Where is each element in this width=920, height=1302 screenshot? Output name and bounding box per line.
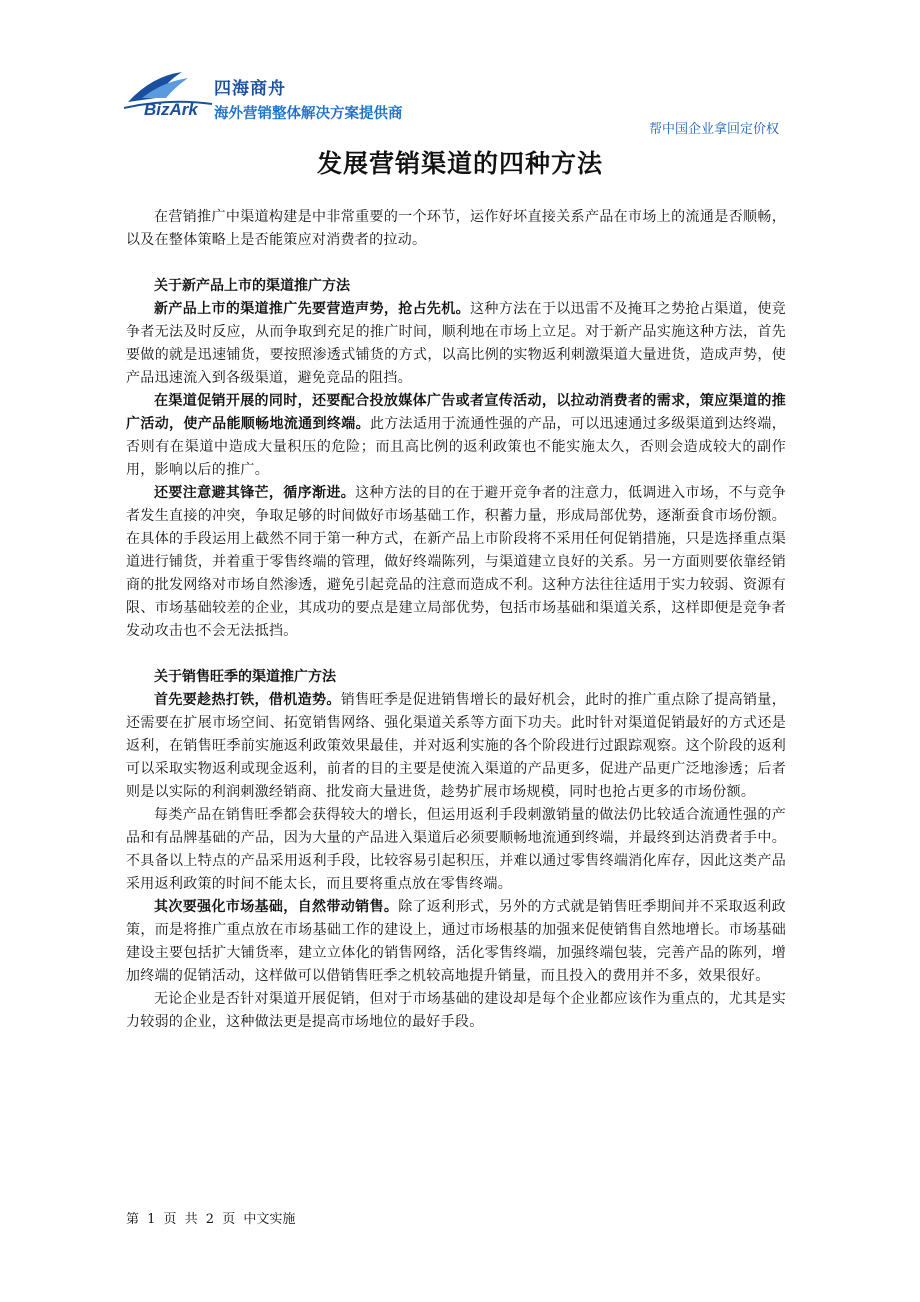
paragraph-text: 这种方法的目的在于避开竞争者的注意力，低调进入市场，不与竞争者发生直接的冲突，争取足够的时间做好市场基础工作，积蓄力量，形成局部优势，逐渐蚕食市场份额。在具体的手段运用上截然不同于第一种方式，在新产品上市阶段将不采用任何促销措施，只是选择重点渠道进行铺货，并着重于零售终端的管理，做好终端陈列，与渠道建立良好的关系。另一方面则要依靠经销商的批发网络对市场自然渗透，避免引起竞品的注意而造成不利。这种方法往往适用于实力较弱、资源有限、市场基础较差的企业，其成功的要点是建立局部优势，包括市场基础和渠道关系，这样即便是竞争者发动攻击也不会无法抵挡。	[126, 485, 787, 639]
paragraph-text: 除了返利形式，另外的方式就是销售旺季期间并不采取返利政策，而是将推广重点放在市场基础工作的建设上，通过市场根基的加强来促使销售自然地增长。市场基础建设主要包括扩大铺货率，建立立体化的销售网络，活化零售终端，加强终端包装，完善产品的陈列，增加终端的促销活动，这样做可以借销售旺季之机较高地提升销量，而且投入的费用并不多，效果很好。	[126, 899, 786, 984]
page-footer: 第 1 页 共 2 页 中文实施	[126, 1212, 296, 1227]
paragraph-lead: 首先要趁热打铁，借机造势。	[154, 692, 341, 708]
paragraph	[126, 298, 786, 390]
paragraph-lead: 还要注意避其锋芒，循序渐进。	[154, 485, 356, 501]
section-heading: 关于销售旺季的渠道推广方法	[154, 669, 336, 685]
logo-tagline: 海外营销整体解决方案提供商	[214, 106, 403, 122]
paragraph-text: 此方法适用于流通性强的产品，可以迅速通过多级渠道到达终端，否则有在渠道中造成大量积压的危险；而且高比例的返利政策也不能实施太久，否则会造成较大的副作用，影响以后的推广。	[126, 416, 786, 478]
article-body	[126, 206, 786, 1034]
paragraph-text: 这种方法在于以迅雷不及掩耳之势抢占渠道，使竞争者无法及时反应，从而争取到充足的推广时间，顺利地在市场上立足。对于新产品实施这种方法，首先要做的就是迅速铺货，要按照渗透式铺货的方式，以高比例的实物返利刺激渠道大量进货，造成声势，使产品迅速流入到各级渠道，避免竞品的阻挡。	[126, 301, 786, 386]
logo-chinese-name: 四海商舟	[214, 79, 286, 99]
paragraph	[126, 390, 786, 482]
header-slogan: 帮中国企业拿回定价权	[648, 122, 779, 137]
paragraph: 无论企业是否针对渠道开展促销，但对于市场基础的建设却是每个企业都应该作为重点的，尤其是实力较弱的企业，这种做法更是提高市场地位的最好手段。	[126, 991, 786, 1030]
bizark-logo	[122, 68, 462, 130]
paragraph-lead: 新产品上市的渠道推广先要营造声势，抢占先机。	[154, 301, 471, 317]
paragraph	[126, 689, 786, 804]
paragraph: 每类产品在销售旺季都会获得较大的增长，但运用返利手段刺激销量的做法仍比较适合流通性强的产品和有品牌基础的产品，因为大量的产品进入渠道后必须要顺畅地流通到终端，并最终到达消费者手中。不具备以上特点的产品采用返利手段，比较容易引起积压，并难以通过零售终端消化库存，因此这类产品采用返利政策的时间不能太长，而且要将重点放在零售终端。	[126, 807, 786, 892]
paragraph-text: 销售旺季是促进销售增长的最好机会，此时的推广重点除了提高销量，还需要在扩展市场空间、拓宽销售网络、强化渠道关系等方面下功夫。此时针对渠道促销最好的方式还是返利，在销售旺季前实施返利政策效果最佳，并对返利实施的各个阶段进行过跟踪观察。这个阶段的返利可以采取实物返利或现金返利，前者的目的主要是使流入渠道的产品更多，促进产品更广泛地渗透；后者则是以实际的利润刺激经销商、批发商大量进货，趁势扩展市场规模，同时也抢占更多的市场份额。	[126, 692, 786, 800]
paragraph-lead: 其次要强化市场基础，自然带动销售。	[154, 899, 399, 915]
intro-paragraph: 在营销推广中渠道构建是中非常重要的一个环节，运作好坏直接关系产品在市场上的流通是否顺畅，以及在整体策略上是否能策应对消费者的拉动。	[126, 209, 786, 248]
paragraph	[126, 896, 786, 988]
section-heading: 关于新产品上市的渠道推广方法	[154, 278, 350, 294]
paragraph-lead: 在渠道促销开展的同时，还要配合投放媒体广告或者宣传活动，以拉动消费者的需求，策应渠道的推广活动，使产品能顺畅地流通到终端。	[126, 393, 786, 432]
paragraph	[126, 482, 786, 643]
page-title: 发展营销渠道的四种方法	[316, 149, 603, 178]
logo-english-name: BizArk	[144, 100, 198, 119]
